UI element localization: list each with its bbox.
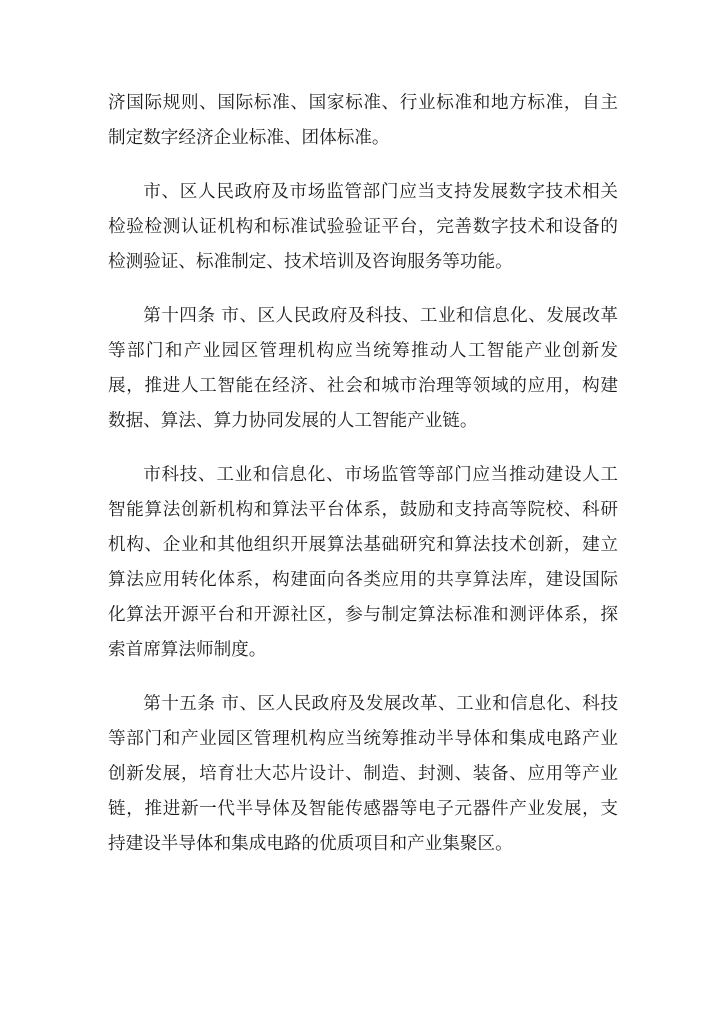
document-page xyxy=(108,86,618,881)
paragraph-continuation: 济国际规则、国际标准、国家标准、行业标准和地方标准，自主制定数字经济企业标准、团体标准。 xyxy=(108,93,618,148)
paragraph-article-15: 第十五条 市、区人民政府及发展改革、工业和信息化、科技等部门和产业园区管理机构应当统筹推动半导体和集成电路产业创新发展，培育壮大芯片设计、制造、封测、装备、应用等产业链，推进新一代半导体及智能传感器等电子元器件产业发展，支持建设半导体和集成电路的优质项目和产业集聚区。 xyxy=(108,694,618,854)
paragraph-testing-certification: 市、区人民政府及市场监管部门应当支持发展数字技术相关检验检测认证机构和标准试验验证平台，完善数字技术和设备的检测验证、标准制定、技术培训及咨询服务等功能。 xyxy=(108,182,618,272)
paragraph-algorithm-platform: 市科技、工业和信息化、市场监管等部门应当推动建设人工智能算法创新机构和算法平台体系，鼓励和支持高等院校、科研机构、企业和其他组织开展算法基础研究和算法技术创新，建立算法应用转化体系，构建面向各类应用的共享算法库，建设国际化算法开源平台和开源社区，参与制定算法标准和测评体系，探索首席算法师制度。 xyxy=(108,465,618,660)
paragraph-article-14: 第十四条 市、区人民政府及科技、工业和信息化、发展改革等部门和产业园区管理机构应当统筹推动人工智能产业创新发展，推进人工智能在经济、社会和城市治理等领域的应用，构建数据、算法、算力协同发展的人工智能产业链。 xyxy=(108,306,618,431)
